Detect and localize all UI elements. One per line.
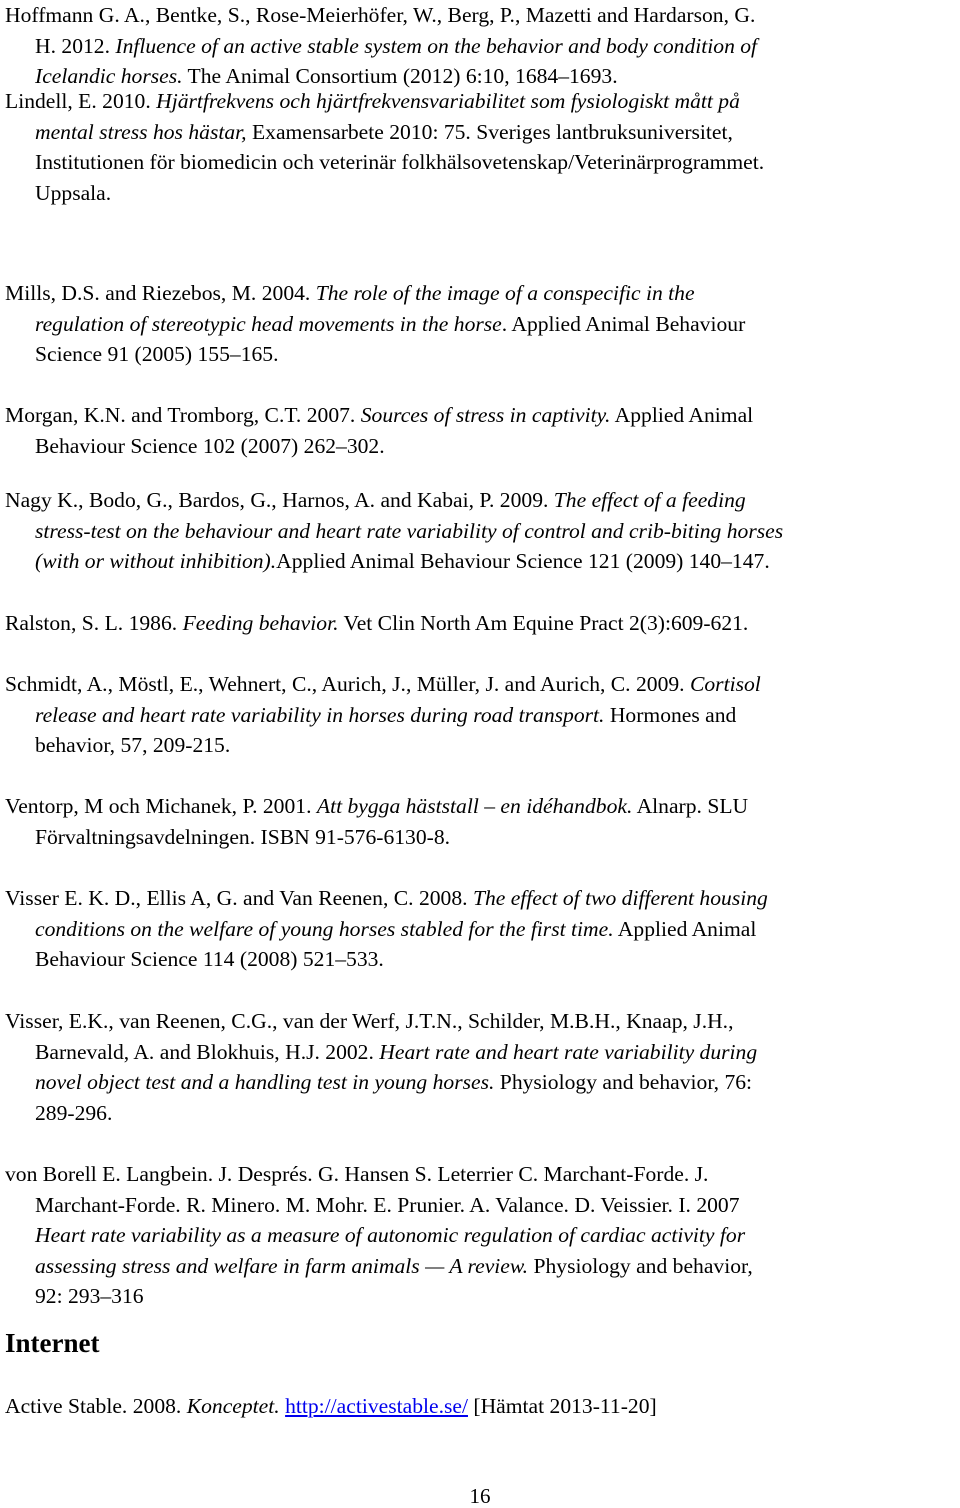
reference-italic-text: stress-test on the behaviour and heart rate variability of control and crib-biting horses — [35, 518, 784, 543]
reference-entry-active-stable — [5, 1391, 957, 1422]
reference-line — [5, 730, 957, 761]
reference-text: Barnevald, A. and Blokhuis, H.J. 2002. — [35, 1039, 380, 1064]
reference-italic-text: regulation of stereotypic head movements in the horse — [35, 311, 502, 336]
reference-line — [5, 178, 957, 209]
reference-line — [5, 86, 957, 117]
reference-text: Institutionen för biomedicin och veterinär folkhälsovetenskap/Veterinärprogrammet. — [35, 150, 765, 174]
reference-entry-schmidt — [5, 669, 957, 761]
reference-entry-mills — [5, 278, 957, 370]
reference-title: Konceptet. — [186, 1394, 280, 1418]
reference-italic-text: release and heart rate variability in horses during road transport. — [35, 702, 605, 727]
reference-italic-text: Icelandic horses. — [35, 64, 183, 88]
reference-text: Hoffmann G. A., Bentke, S., Rose-Meierhöfer, W., Berg, P., Mazetti and Hardarson, G. — [5, 3, 756, 27]
reference-text: Mills, D.S. and Riezebos, M. 2004. — [5, 281, 316, 305]
reference-italic-text: Sources of stress in captivity. — [360, 403, 611, 427]
reference-text: Applied Animal — [610, 403, 754, 427]
reference-line — [5, 791, 957, 822]
reference-text: Behaviour Science 114 (2008) 521–533. — [35, 947, 384, 971]
reference-text: Nagy K., Bodo, G., Bardos, G., Harnos, A. and Kabai, P. 2009. — [5, 488, 554, 512]
reference-line — [5, 0, 957, 31]
reference-text: Schmidt, A., Möstl, E., Wehnert, C., Aurich, J., Müller, J. and Aurich, C. 2009. — [5, 672, 690, 696]
reference-line — [5, 1281, 957, 1312]
reference-line — [5, 278, 957, 309]
reference-line — [5, 1098, 957, 1129]
reference-text: Uppsala. — [35, 180, 112, 205]
reference-entry-vonborell — [5, 1159, 957, 1312]
reference-text: Ventorp, M och Michanek, P. 2001. — [5, 794, 317, 818]
reference-text: 289-296. — [35, 1100, 113, 1125]
reference-italic-text: The effect of a feeding — [553, 488, 746, 512]
page-number: 16 — [469, 1484, 491, 1508]
reference-line — [5, 608, 957, 639]
reference-italic-text: Cortisol — [689, 672, 761, 696]
reference-text: Alnarp. SLU — [632, 794, 749, 818]
reference-text: Examensarbete 2010: 75. Sveriges lantbruksuniversitet, — [246, 119, 733, 144]
reference-italic-text: Influence of an active stable system on the behavior and body condition of — [115, 33, 758, 58]
reference-italic-text: Heart rate variability as a measure of autonomic regulation of cardiac activity for — [35, 1223, 746, 1247]
reference-line — [5, 1037, 957, 1068]
reference-entry-hoffmann — [5, 0, 957, 92]
reference-italic-text: novel object test and a handling test in young horses. — [35, 1070, 495, 1094]
reference-entry-nagy — [5, 485, 957, 577]
reference-line — [5, 669, 957, 700]
reference-italic-text: Heart rate and heart rate variability during — [379, 1039, 758, 1064]
reference-text: The Animal Consortium (2012) 6:10, 1684–1693. — [182, 64, 618, 88]
reference-text: Visser, E.K., van Reenen, C.G., van der Werf, J.T.N., Schilder, M.B.H., Knaap, J.H., — [5, 1009, 734, 1033]
reference-line — [5, 883, 957, 914]
reference-line — [5, 1190, 957, 1221]
reference-text: Applied Animal — [613, 916, 757, 941]
reference-text: Morgan, K.N. and Tromborg, C.T. 2007. — [5, 403, 361, 427]
reference-line — [5, 1251, 957, 1282]
reference-entry-visser2002 — [5, 1006, 957, 1128]
reference-text: Hormones and — [604, 702, 737, 727]
reference-line — [5, 1159, 957, 1190]
reference-text: behavior, 57, 209-215. — [35, 733, 231, 757]
reference-entry-lindell — [5, 86, 957, 208]
reference-italic-text: The effect of two different housing — [472, 886, 768, 910]
reference-text: Marchant-Forde. R. Minero. M. Mohr. E. Prunier. A. Valance. D. Veissier. I. 2007 — [35, 1192, 740, 1217]
reference-line — [5, 400, 957, 431]
reference-text: Lindell, E. 2010. — [5, 89, 157, 113]
reference-text: Ralston, S. L. 1986. — [5, 611, 183, 635]
reference-line — [5, 339, 957, 370]
reference-entry-morgan — [5, 400, 957, 461]
reference-text: 92: 293–316 — [35, 1284, 144, 1308]
reference-line — [5, 309, 957, 340]
reference-italic-text: assessing stress and welfare in farm animals — A review. — [35, 1253, 529, 1278]
reference-text: Physiology and behavior, 76: — [494, 1070, 753, 1094]
reference-italic-text: Feeding behavior. — [182, 611, 339, 635]
reference-line — [5, 1067, 957, 1098]
reference-italic-text: mental stress hos hästar, — [35, 119, 247, 144]
reference-text: . Applied Animal Behaviour — [501, 311, 746, 336]
reference-entry-ralston — [5, 608, 957, 639]
reference-line — [5, 822, 957, 853]
reference-link[interactable]: http://activestable.se/ — [285, 1394, 468, 1418]
reference-text: Applied Animal Behaviour Science 121 (2009) 140–147. — [276, 549, 770, 573]
reference-entry-visser2008 — [5, 883, 957, 975]
reference-line — [5, 914, 957, 945]
reference-line — [5, 1006, 957, 1037]
reference-italic-text: Hjärtfrekvens och hjärtfrekvensvariabilitet som fysiologiskt mått på — [156, 89, 740, 113]
reference-text: Visser E. K. D., Ellis A, G. and Van Reenen, C. 2008. — [5, 886, 473, 910]
reference-text: Physiology and behavior, — [528, 1253, 753, 1278]
reference-italic-text: (with or without inhibition). — [35, 549, 277, 573]
reference-italic-text: conditions on the welfare of young horses stabled for the first time. — [35, 916, 614, 941]
section-heading-internet: Internet — [5, 1328, 100, 1358]
reference-text: von Borell E. Langbein. J. Després. G. Hansen S. Leterrier C. Marchant-Forde. J. — [5, 1162, 709, 1186]
reference-text: Science 91 (2005) 155–165. — [35, 342, 279, 366]
reference-text: Active Stable. 2008. — [5, 1394, 187, 1418]
reference-line — [5, 147, 957, 178]
reference-text: [Hämtat 2013-11-20] — [467, 1394, 657, 1418]
reference-italic-text: Att bygga häststall – en idéhandbok. — [316, 794, 633, 818]
reference-line — [5, 431, 957, 462]
reference-line — [5, 944, 957, 975]
reference-text: H. 2012. — [35, 33, 116, 58]
reference-line — [5, 117, 957, 148]
reference-line — [5, 1220, 957, 1251]
reference-text: Behaviour Science 102 (2007) 262–302. — [35, 433, 385, 458]
reference-line — [5, 31, 957, 62]
reference-line — [5, 700, 957, 731]
reference-line — [5, 485, 957, 516]
reference-italic-text: The role of the image of a conspecific in the — [315, 281, 695, 305]
reference-text: Vet Clin North Am Equine Pract 2(3):609-621. — [338, 611, 749, 635]
reference-line — [5, 516, 957, 547]
reference-text: Förvaltningsavdelningen. ISBN 91-576-6130-8. — [35, 824, 451, 849]
reference-entry-ventorp — [5, 791, 957, 852]
reference-line — [5, 546, 957, 577]
